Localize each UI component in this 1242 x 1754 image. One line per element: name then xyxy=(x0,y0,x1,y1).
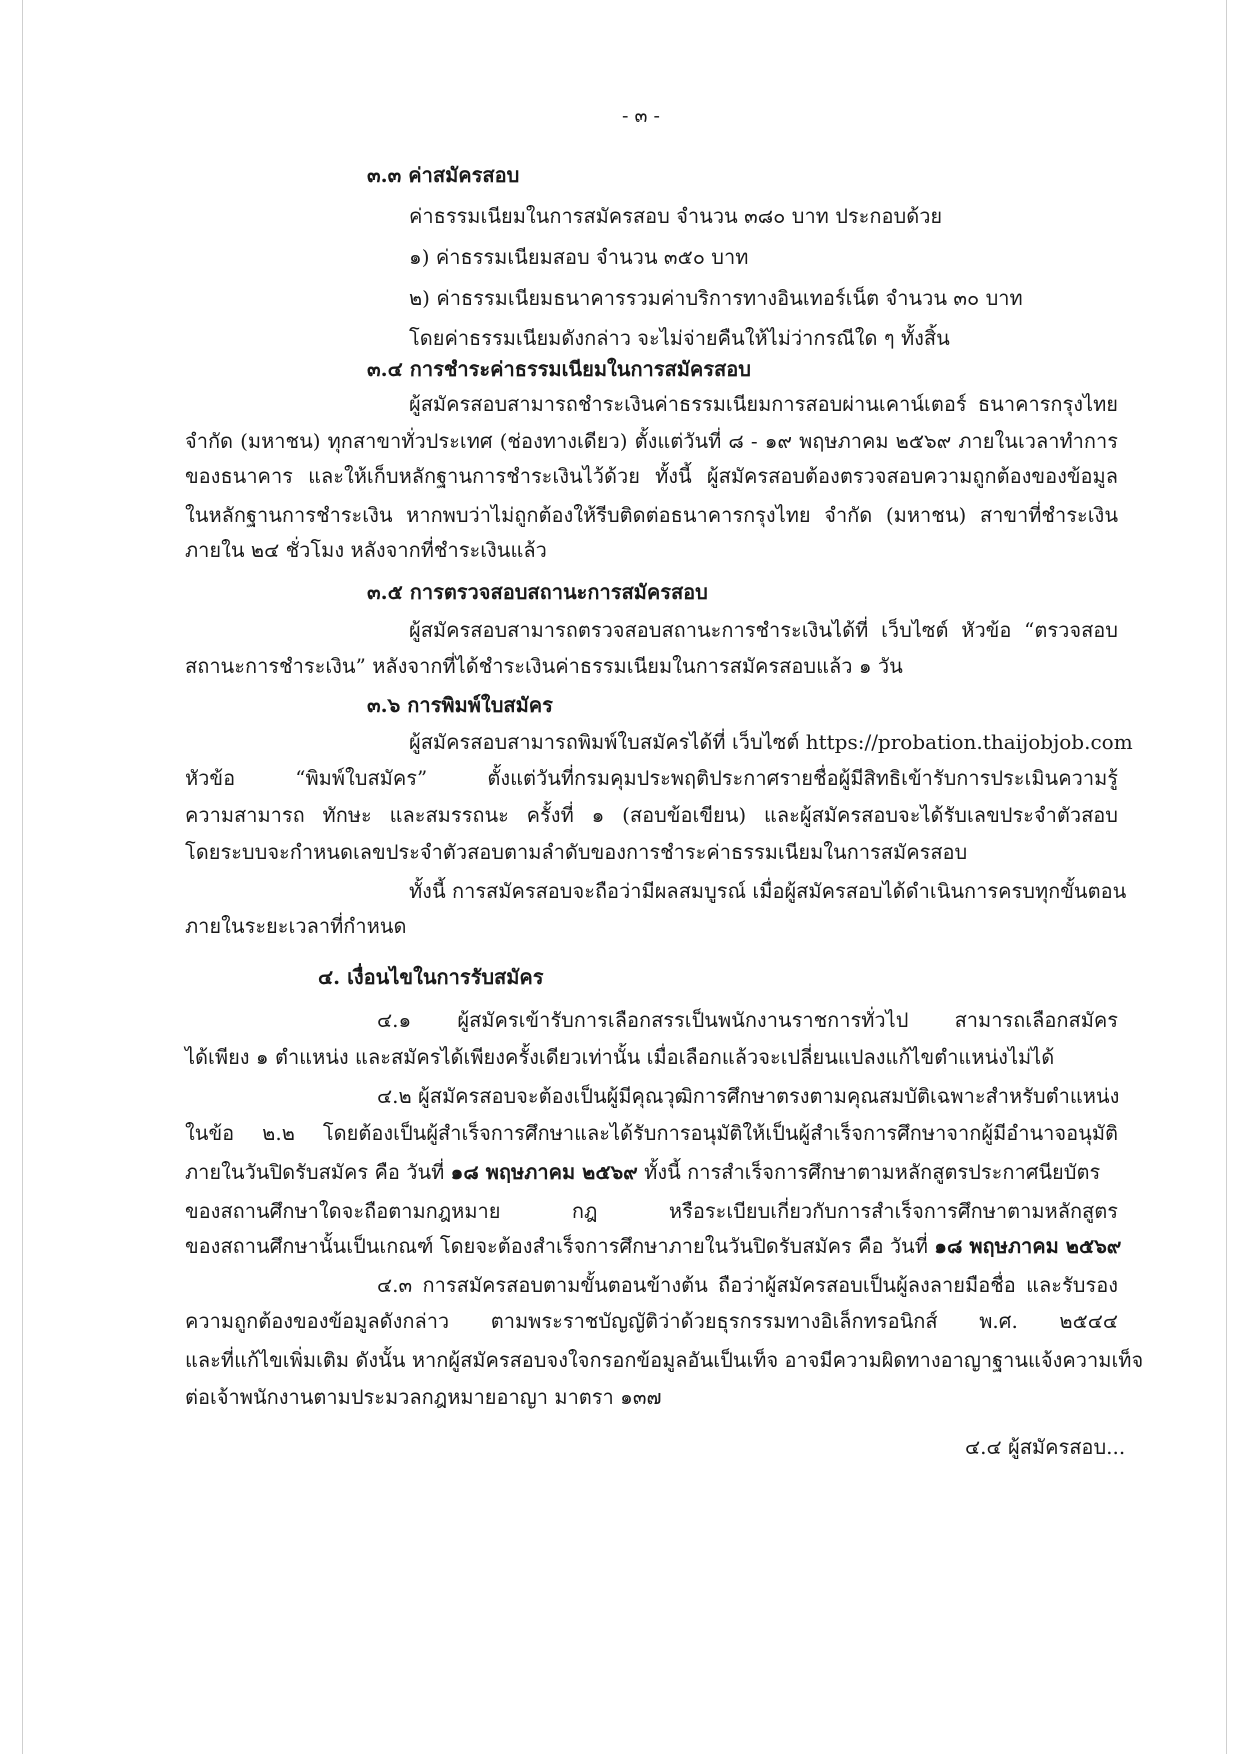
paragraph-line: หัวข้อ “พิมพ์ใบสมัคร” ตั้งแต่วันที่กรมคุมประพฤติประกาศรายชื่อผู้มีสิทธิเข้ารับการประเมินความรู้ xyxy=(185,766,1118,790)
text-run: ภายในวันปิดรับสมัคร คือ วันที่ xyxy=(185,1160,451,1184)
page-number: - ๓ - xyxy=(622,105,660,127)
paragraph-line: สถานะการชำระเงิน” หลังจากที่ได้ชำระเงินค่าธรรมเนียมในการสมัครสอบแล้ว ๑ วัน xyxy=(185,654,903,678)
paragraph-line: ความสามารถ ทักษะ และสมรรถนะ ครั้งที่ ๑ (สอบข้อเขียน) และผู้สมัครสอบจะได้รับเลขประจำตัวสอบ xyxy=(185,803,1118,827)
paragraph-line: ต่อเจ้าพนักงานตามประมวลกฎหมายอาญา มาตรา ๑๓๗ xyxy=(185,1385,662,1409)
heading-3-6: ๓.๖ การพิมพ์ใบสมัคร xyxy=(367,693,553,717)
date-emphasis: ๑๘ พฤษภาคม ๒๕๖๙ xyxy=(450,1160,638,1184)
text-run: ของสถานศึกษานั้นเป็นเกณฑ์ โดยจะต้องสำเร็จการศึกษาภายในวันปิดรับสมัคร คือ วันที่ xyxy=(185,1234,935,1258)
paragraph-line: ๒) ค่าธรรมเนียมธนาคารรวมค่าบริการทางอินเทอร์เน็ต จำนวน ๓๐ บาท xyxy=(409,286,1023,310)
date-emphasis: ๑๘ พฤษภาคม ๒๕๖๙ xyxy=(934,1234,1122,1258)
heading-3-5: ๓.๕ การตรวจสอบสถานะการสมัครสอบ xyxy=(367,580,708,604)
paragraph-line: ๑) ค่าธรรมเนียมสอบ จำนวน ๓๕๐ บาท xyxy=(409,245,749,269)
paragraph-line: ภายในระยะเวลาที่กำหนด xyxy=(185,914,407,938)
paragraph-line: จำกัด (มหาชน) ทุกสาขาทั่วประเทศ (ช่องทางเดียว) ตั้งแต่วันที่ ๘ - ๑๙ พฤษภาคม ๒๕๖๙ ภายในเวลาทำการ xyxy=(185,429,1118,453)
scan-edge-left xyxy=(22,0,23,1754)
paragraph-line: ผู้สมัครสอบสามารถชำระเงินค่าธรรมเนียมการสอบผ่านเคาน์เตอร์ ธนาคารกรุงไทย xyxy=(409,392,1118,416)
paragraph-line: ผู้สมัครสอบสามารถตรวจสอบสถานะการชำระเงินได้ที่ เว็บไซต์ หัวข้อ “ตรวจสอบ xyxy=(409,618,1118,642)
paragraph-line: ๔.๑ ผู้สมัครเข้ารับการเลือกสรรเป็นพนักงานราชการทั่วไป สามารถเลือกสมัคร xyxy=(377,1008,1118,1032)
paragraph-line: ๔.๒ ผู้สมัครสอบจะต้องเป็นผู้มีคุณวุฒิการศึกษาตรงตามคุณสมบัติเฉพาะสำหรับตำแหน่ง xyxy=(377,1084,1120,1108)
paragraph-line: ทั้งนี้ การสมัครสอบจะถือว่ามีผลสมบูรณ์ เมื่อผู้สมัครสอบได้ดำเนินการครบทุกขั้นตอน xyxy=(409,879,1127,903)
paragraph-line: ของธนาคาร และให้เก็บหลักฐานการชำระเงินไว้ด้วย ทั้งนี้ ผู้สมัครสอบต้องตรวจสอบความถูกต้องของข้อมูล xyxy=(185,464,1118,488)
heading-4: ๔. เงื่อนไขในการรับสมัคร xyxy=(318,965,544,989)
paragraph-line: ของสถานศึกษาใดจะถือตามกฎหมาย กฎ หรือระเบียบเกี่ยวกับการสำเร็จการศึกษาตามหลักสูตร xyxy=(185,1199,1118,1223)
heading-3-4: ๓.๔ การชำระค่าธรรมเนียมในการสมัครสอบ xyxy=(367,357,751,381)
paragraph-line: ๔.๓ การสมัครสอบตามขั้นตอนข้างต้น ถือว่าผู้สมัครสอบเป็นผู้ลงลายมือชื่อ และรับรอง xyxy=(377,1273,1118,1297)
paragraph-line: โดยค่าธรรมเนียมดังกล่าว จะไม่จ่ายคืนให้ไม่ว่ากรณีใด ๆ ทั้งสิ้น xyxy=(409,326,950,350)
paragraph-line: ค่าธรรมเนียมในการสมัครสอบ จำนวน ๓๘๐ บาท ประกอบด้วย xyxy=(409,204,943,228)
text-run: ทั้งนี้ การสำเร็จการศึกษาตามหลักสูตรประกาศนียบัตร xyxy=(637,1160,1101,1184)
paragraph-line xyxy=(185,1157,1100,1187)
paragraph-line: และที่แก้ไขเพิ่มเติม ดังนั้น หากผู้สมัครสอบจงใจกรอกข้อมูลอันเป็นเท็จ อาจมีความผิดทางอาญาฐานแจ้งความเท็จ xyxy=(185,1348,1144,1372)
paragraph-line: ภายใน ๒๔ ชั่วโมง หลังจากที่ชำระเงินแล้ว xyxy=(185,538,547,562)
paragraph-line: ได้เพียง ๑ ตำแหน่ง และสมัครได้เพียงครั้งเดียวเท่านั้น เมื่อเลือกแล้วจะเปลี่ยนแปลงแก้ไขตำแหน่งไม่ได้ xyxy=(185,1045,1055,1069)
paragraph-line: ในหลักฐานการชำระเงิน หากพบว่าไม่ถูกต้องให้รีบติดต่อธนาคารกรุงไทย จำกัด (มหาชน) สาขาที่ชำระเงิน xyxy=(185,503,1118,527)
paragraph-line xyxy=(185,1231,1121,1261)
heading-3-3: ๓.๓ ค่าสมัครสอบ xyxy=(367,163,520,187)
paragraph-line: ความถูกต้องของข้อมูลดังกล่าว ตามพระราชบัญญัติว่าด้วยธุรกรรมทางอิเล็กทรอนิกส์ พ.ศ. ๒๕๔๔ xyxy=(185,1309,1118,1333)
paragraph-line: ในข้อ ๒.๒ โดยต้องเป็นผู้สำเร็จการศึกษาและได้รับการอนุมัติให้เป็นผู้สำเร็จการศึกษาจากผู้มีอำนาจอนุมัติ xyxy=(185,1121,1118,1145)
paragraph-line: โดยระบบจะกำหนดเลขประจำตัวสอบตามลำดับของการชำระค่าธรรมเนียมในการสมัครสอบ xyxy=(185,840,968,864)
paragraph-line: ผู้สมัครสอบสามารถพิมพ์ใบสมัครได้ที่ เว็บไซต์ https://probation.thaijobjob.com xyxy=(409,730,1133,754)
continuation-text: ๔.๔ ผู้สมัครสอบ... xyxy=(965,1435,1126,1459)
scan-edge-right xyxy=(1226,0,1227,1754)
